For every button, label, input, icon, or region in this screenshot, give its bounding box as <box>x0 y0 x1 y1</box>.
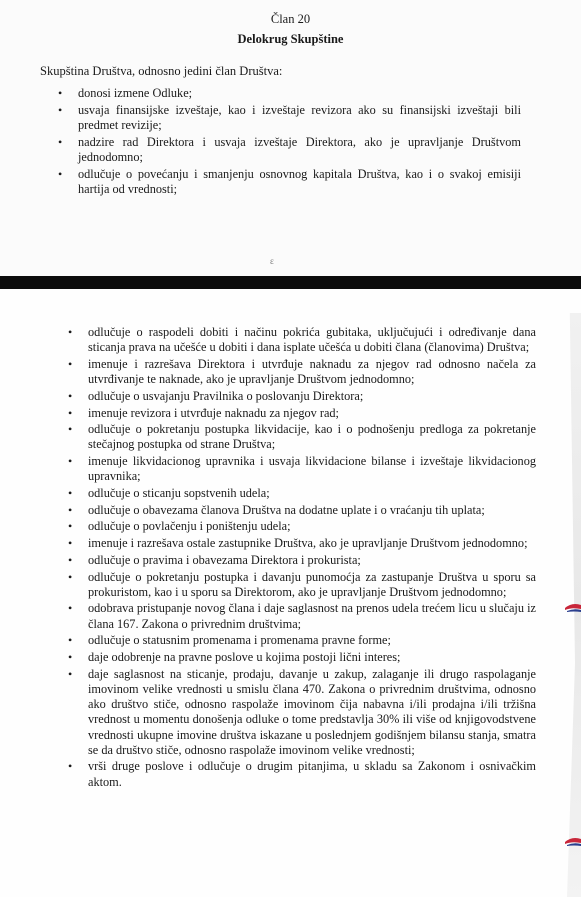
list-item-text: odlučuje o pokretanju postupka i davanju punomoćja za zastupanje Društva u sporu sa prokuristom, kao i u sporu sa Direktorom, ako je upravljanje Društvom jednodomno; <box>88 569 536 599</box>
document-page-top <box>0 0 581 276</box>
list-item <box>56 86 521 101</box>
list-item-text: imenuje i razrešava Direktora i utvrđuje naknadu za njegov rad odnosno načela za utvrđivanje te naknade, ako je upravljanje Društvom jednodomno; <box>88 356 536 387</box>
edge-logo-icon <box>563 601 581 613</box>
list-item-text: odlučuje o obavezama članova Društva na dodatne uplate i o vraćanju tih uplata; <box>88 502 485 517</box>
bullet-icon: • <box>68 325 73 339</box>
list-item <box>56 103 521 133</box>
bullet-icon: • <box>68 569 73 584</box>
list-item <box>66 759 536 789</box>
list-item-text: imenuje likvidacionog upravnika i usvaja likvidacione bilanse i izveštaje likvidacionog upravnika; <box>88 454 536 484</box>
bullet-icon: • <box>68 356 73 371</box>
bullet-icon: • <box>68 536 73 551</box>
bullet-icon: • <box>68 552 73 567</box>
list-item <box>66 601 536 631</box>
list-item-text: daje odobrenje na pravne poslove u kojima postoji lični interes; <box>88 650 401 665</box>
list-item <box>56 167 521 197</box>
list-item <box>66 570 536 600</box>
list-item <box>66 650 536 665</box>
list-item-text: odlučuje o sticanju sopstvenih udela; <box>88 486 270 501</box>
list-item-text: imenuje revizora i utvrđuje naknadu za njegov rad; <box>88 405 339 420</box>
list-item <box>66 406 536 421</box>
list-item-text: vrši druge poslove i odlučuje o drugim pitanjima, u skladu sa Zakonom i osnivačkim aktom. <box>88 759 536 789</box>
bullet-icon: • <box>68 454 73 469</box>
list-item <box>66 325 536 355</box>
bullet-icon: • <box>58 86 63 100</box>
list-item <box>66 553 536 568</box>
page-divider <box>0 276 581 289</box>
bullet-icon: • <box>68 422 73 437</box>
list-item <box>66 633 536 648</box>
bullet-icon: • <box>68 601 73 616</box>
list-item-text: odlučuje o pokretanju postupka likvidacije, kao i o podnošenju predloga za pokretanje stečajnog postupka od strane Društva; <box>88 422 536 452</box>
list-item-text: odlučuje o usvajanju Pravilnika o poslovanju Direktora; <box>88 388 364 403</box>
list-item <box>66 454 536 484</box>
edge-logo-icon <box>563 835 581 847</box>
top-item-list <box>56 86 521 198</box>
list-item-text: odlučuje o povećanju i smanjenju osnovnog kapitala Društva, kao i o svakoj emisiji hartija od vrednosti; <box>78 166 521 196</box>
bullet-icon: • <box>68 633 73 648</box>
list-item-text: donosi izmene Odluke; <box>78 86 193 100</box>
list-item-text: daje saglasnost na sticanje, prodaju, davanje u zakup, zalaganje ili drugo raspolaganje imovinom velike vrednosti u smislu člana 470. Zakona o privrednim društvima, odnosno ako društvo stiče, odnosno raspolaže imovinom čija nabavna i/ili prodajna i/ili tržišna vrednost u momentu donošenja odluke o tome predstavlja 30% ili više od knjigovodstvene vrednosti ukupne imovine društva iskazane u poslednjem godišnjem bilansu stanja, smatra se da društvo stiče, odnosno raspolaže imovinom velike vrednosti; <box>88 666 536 757</box>
bullet-icon: • <box>58 134 63 149</box>
article-title: Delokrug Skupštine <box>237 32 344 46</box>
document-page-bottom <box>0 289 581 897</box>
list-item <box>66 357 536 387</box>
bullet-icon: • <box>68 486 73 501</box>
list-item <box>66 536 536 551</box>
article-intro: Skupština Društva, odnosno jedini član Društva: <box>40 64 283 78</box>
bottom-item-list <box>66 325 536 791</box>
list-item <box>66 503 536 518</box>
bullet-icon: • <box>68 759 73 774</box>
list-item-text: nadzire rad Direktora i usvaja izveštaje Direktora, ako je upravljanje Društvom jednodomno; <box>78 134 521 164</box>
list-item-text: imenuje i razrešava ostale zastupnike Društva, ako je upravljanje Društvom jednodomno; <box>88 536 528 551</box>
list-item <box>66 389 536 404</box>
bullet-icon: • <box>68 502 73 517</box>
list-item-text: usvaja finansijske izveštaje, kao i izveštaje revizora ako su finansijski izveštaji bili predmet revizije; <box>78 102 521 132</box>
bullet-icon: • <box>68 666 73 681</box>
bullet-icon: • <box>68 519 73 534</box>
bullet-icon: • <box>68 388 73 403</box>
list-item <box>66 486 536 501</box>
bullet-icon: • <box>68 405 73 420</box>
list-item-text: odlučuje o povlačenju i poništenju udela; <box>88 519 291 534</box>
list-item <box>66 667 536 758</box>
bullet-icon: • <box>58 102 63 117</box>
bullet-icon: • <box>68 650 73 665</box>
list-item-text: odlučuje o raspodeli dobiti i načinu pokrića gubitaka, uključujući i određivanje dana sticanja prava na učešće u dobiti i dana isplate učešća u dobiti člana (članovima) Društva; <box>88 325 536 355</box>
list-item-text: odlučuje o statusnim promenama i promenama pravne forme; <box>88 633 391 648</box>
list-item <box>56 135 521 165</box>
article-number: Član 20 <box>270 12 311 26</box>
list-item <box>66 519 536 534</box>
page-mark: ε <box>270 256 274 266</box>
list-item-text: odobrava pristupanje novog člana i daje saglasnost na prenos udela trećem licu u slučaju iz člana 167. Zakona o privrednim društvima; <box>88 601 536 631</box>
list-item-text: odlučuje o pravima i obavezama Direktora i prokurista; <box>88 552 361 567</box>
list-item <box>66 422 536 452</box>
bullet-icon: • <box>58 166 63 181</box>
